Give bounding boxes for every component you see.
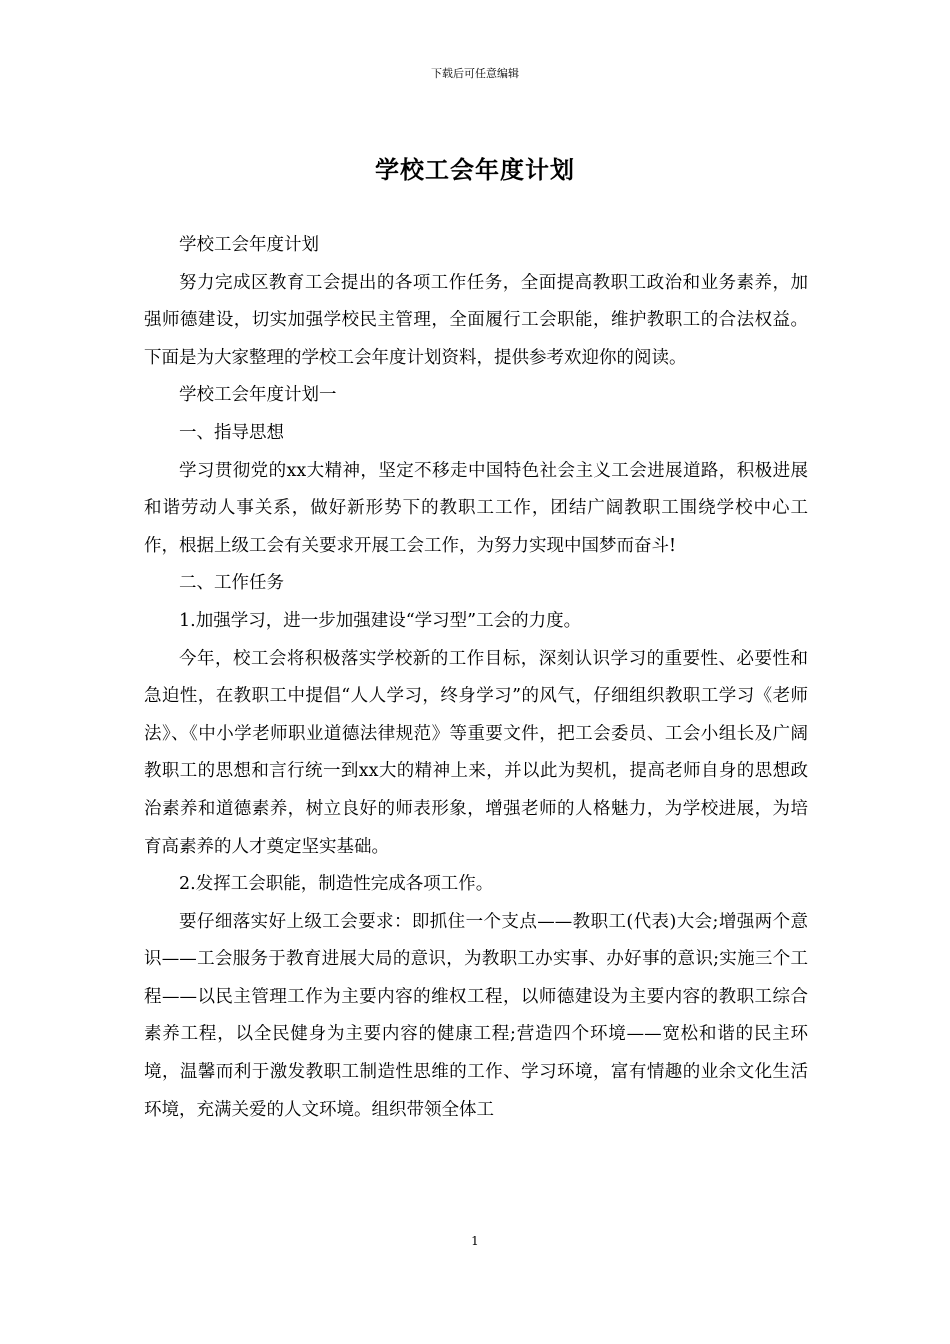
paragraph-intro: 努力完成区教育工会提出的各项工作任务，全面提高教职工政治和业务素养，加强师德建设，切实加强学校民主管理，全面履行工会职能，维护教职工的合法权益。下面是为大家整理的学校工会年度计划资料，提供参考欢迎你的阅读。 xyxy=(144,272,808,368)
document-title: 学校工会年度计划 xyxy=(375,155,575,184)
paragraph-plan-one-heading: 学校工会年度计划一 xyxy=(179,385,337,406)
page-number: 1 xyxy=(471,1234,479,1248)
section-heading-guiding-ideology: 一、指导思想 xyxy=(179,422,284,443)
header-note: 下载后可任意编辑 xyxy=(431,67,519,80)
paragraph-task-1: 今年，校工会将积极落实学校新的工作目标，深刻认识学习的重要性、必要性和急迫性，在教职工中提倡“人人学习，终身学习”的风气，仔细组织教职工学习《老师法》、《中小学老师职业道德法律规范》等重要文件，把工会委员、工会小组长及广阔教职工的思想和言行统一到xx大的精神上来，并以此为契机，提高老师自身的思想政治素养和道德素养，树立良好的师表形象，增强老师的人格魅力，为学校进展，为培育高素养的人才奠定坚实基础。 xyxy=(144,648,808,857)
task-heading-1: 1.加强学习，进一步加强建设“学习型”工会的力度。 xyxy=(179,610,582,631)
paragraph-subtitle: 学校工会年度计划 xyxy=(179,235,319,255)
section-heading-work-tasks: 二、工作任务 xyxy=(179,573,284,594)
document-body xyxy=(144,227,808,1129)
task-heading-2: 2.发挥工会职能，制造性完成各项工作。 xyxy=(179,874,494,895)
paragraph-guiding-ideology: 学习贯彻党的xx大精神，坚定不移走中国特色社会主义工会进展道路，积极进展和谐劳动人事关系，做好新形势下的教职工工作，团结广阔教职工围绕学校中心工作，根据上级工会有关要求开展工会工作，为努力实现中国梦而奋斗! xyxy=(144,460,808,556)
paragraph-task-2: 要仔细落实好上级工会要求：即抓住一个支点——教职工(代表)大会;增强两个意识——工会服务于教育进展大局的意识，为教职工办实事、办好事的意识;实施三个工程——以民主管理工作为主要内容的维权工程，以师德建设为主要内容的教职工综合素养工程，以全民健身为主要内容的健康工程;营造四个环境——宽松和谐的民主环境，温馨而利于激发教职工制造性思维的工作、学习环境，富有情趣的业余文化生活环境，充满关爱的人文环境。组织带领全体工 xyxy=(144,911,808,1120)
